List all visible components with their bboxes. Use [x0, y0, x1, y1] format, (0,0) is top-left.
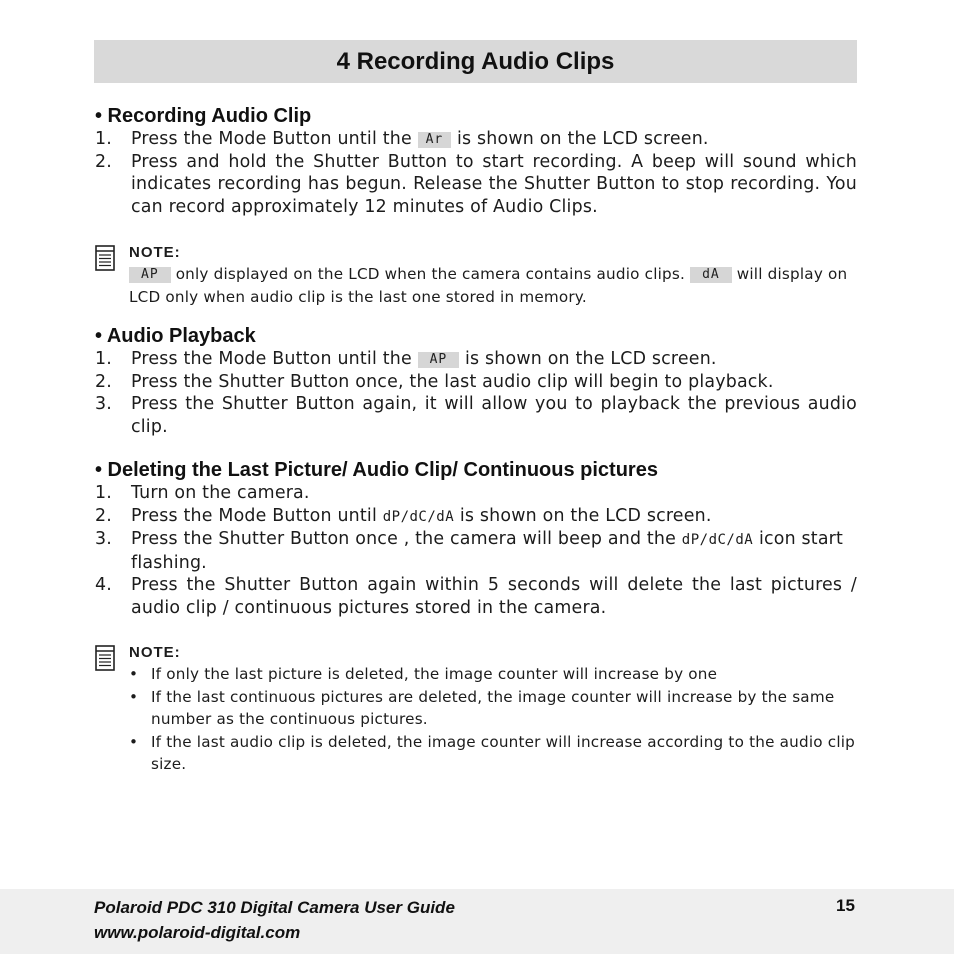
step-text-before: Press the Mode Button until the — [131, 349, 412, 369]
lcd-delete-icon: dP/dC/dA — [382, 508, 455, 525]
note-bullet — [129, 686, 857, 731]
note-text — [129, 263, 857, 308]
step — [95, 348, 857, 371]
step-number: 1. — [95, 483, 112, 503]
step-text: Press the Shutter Button once, the last audio clip will begin to playback. — [131, 371, 774, 392]
footer-url: www.polaroid-digital.com — [94, 923, 301, 942]
step — [95, 505, 857, 529]
step-number: 2. — [95, 151, 112, 172]
step-text: Turn on the camera. — [131, 483, 310, 503]
lcd-da-icon: dA — [690, 267, 732, 283]
step-number: 1. — [95, 129, 112, 149]
step-text — [131, 528, 857, 574]
page-title: 4 Recording Audio Clips — [336, 47, 615, 75]
step-text-before: Press the Mode Button until — [131, 505, 377, 526]
step — [95, 528, 857, 574]
step-text — [131, 348, 857, 371]
step — [95, 393, 857, 438]
step-number: 2. — [95, 371, 112, 392]
content — [95, 104, 857, 776]
step — [95, 482, 857, 505]
step-number: 1. — [95, 349, 112, 369]
note-label: NOTE: — [129, 244, 181, 261]
step — [95, 151, 857, 219]
bullet-dot: • — [129, 687, 139, 706]
heading-deleting: • Deleting the Last Picture/ Audio Clip/ Continuous pictures — [95, 459, 658, 481]
lcd-delete-icon: dP/dC/dA — [681, 532, 754, 548]
step — [95, 128, 857, 151]
step-text: Press and hold the Shutter Button to start recording. A beep will sound which indicates recording has begun. Release the Shutter Button to stop recording. You can record approximately 12 minutes of Audio Clips. — [131, 151, 857, 217]
note-body — [129, 243, 857, 308]
step-number: 3. — [95, 529, 112, 549]
step-text-after: icon start flashing. — [131, 529, 844, 573]
step-text-after: is shown on the LCD screen. — [459, 505, 712, 526]
notepad-icon — [95, 243, 129, 308]
step-number: 3. — [95, 394, 112, 414]
step-number: 4. — [95, 575, 112, 595]
bullet-text: If the last continuous pictures are deleted, the image counter will increase by the same number as the continuous pictures. — [151, 687, 835, 728]
heading-audio-playback: • Audio Playback — [95, 325, 256, 347]
step-text: Press the Shutter Button again, it will allow you to playback the previous audio clip. — [131, 394, 857, 437]
footer-title: Polaroid PDC 310 Digital Camera User Guide — [94, 898, 455, 917]
section-title-bar — [94, 40, 857, 83]
step-text-after: is shown on the LCD screen. — [464, 349, 717, 369]
lcd-ap-icon: AP — [418, 352, 460, 368]
note-bullet — [129, 663, 857, 686]
bullet-text: If the last audio clip is deleted, the image counter will increase according to the audio clip size. — [151, 732, 855, 773]
lcd-ap-icon: AP — [129, 267, 171, 283]
step — [95, 574, 857, 619]
note-text-1: only displayed on the LCD when the camera contains audio clips. — [175, 265, 686, 283]
step-text: Press the Shutter Button again within 5 seconds will delete the last pictures / audio clip / continuous pictures stored in the camera. — [131, 575, 857, 618]
step-text-before: Press the Mode Button until the — [131, 129, 412, 149]
notepad-icon — [95, 643, 129, 776]
note-text-2: will display on LCD only when audio clip is the last one stored in memory. — [129, 265, 848, 306]
note-body — [129, 643, 857, 776]
page-number: 15 — [836, 896, 855, 915]
bullet-text: If only the last picture is deleted, the image counter will increase by one — [151, 665, 718, 683]
lcd-ar-icon: Ar — [418, 132, 452, 148]
step-text-after: is shown on the LCD screen. — [456, 129, 709, 149]
note-box — [95, 243, 857, 308]
step-text-before: Press the Shutter Button once , the camera will beep and the — [131, 529, 677, 549]
step-text — [131, 505, 857, 529]
heading-recording-audio-clip: • Recording Audio Clip — [95, 105, 312, 127]
bullet-dot: • — [129, 732, 139, 751]
step — [95, 371, 857, 394]
bullet-dot: • — [129, 665, 139, 683]
step-number: 2. — [95, 505, 112, 526]
note-bullet — [129, 731, 857, 776]
note-label: NOTE: — [129, 644, 181, 661]
note-box — [95, 643, 857, 776]
step-text — [131, 128, 857, 151]
